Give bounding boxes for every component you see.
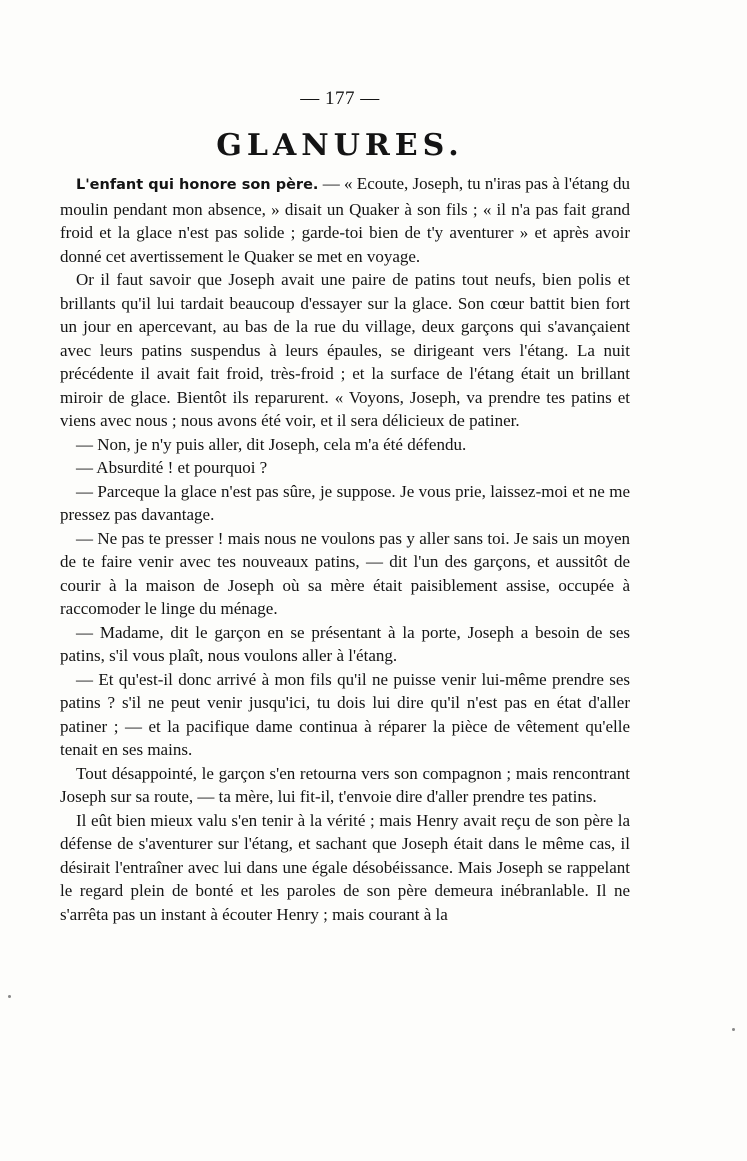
- body-text: [60, 172, 630, 926]
- paragraph-1: [60, 172, 630, 268]
- page-number: — 177 —: [300, 88, 380, 109]
- story-title: L'enfant qui honore son père.: [76, 177, 319, 193]
- paragraph-4: — Absurdité ! et pourquoi ?: [76, 458, 268, 477]
- paragraph-7: — Madame, dit le garçon en se présentant à la porte, Joseph a besoin de ses patins, s'il vous plaît, nous voulons aller à l'étang.: [60, 622, 630, 665]
- paragraph-3: — Non, je n'y puis aller, dit Joseph, cela m'a été défendu.: [76, 434, 467, 454]
- paragraph-5: — Parceque la glace n'est pas sûre, je suppose. Je vous prie, laissez-moi et ne me pressez pas davantage.: [60, 481, 630, 524]
- scan-speck: [8, 995, 11, 998]
- paragraph-1-text: — « Ecoute, Joseph, tu n'iras pas à l'étang du moulin pendant mon absence, » disait un Quaker à son fils ; « il n'a pas fait grand froid et la glace n'est pas solide ; garde-toi bien de t'y aventurer » et après avoir donné cet avertissement le Quaker se met en voyage.: [60, 174, 630, 266]
- paragraph-9: Tout désappointé, le garçon s'en retourna vers son compagnon ; mais rencontrant Joseph sur sa route, — ta mère, lui fit-il, t'envoie dire d'aller prendre tes patins.: [60, 763, 630, 806]
- scan-speck: [732, 1028, 735, 1031]
- paragraph-6: — Ne pas te presser ! mais nous ne voulons pas y aller sans toi. Je sais un moyen de te faire venir avec tes nouveaux patins, — dit l'un des garçons, et aussitôt de courir à la maison de Joseph où sa mère était paisiblement assise, occupée à raccomoder le linge du ménage.: [60, 528, 630, 618]
- paragraph-2: Or il faut savoir que Joseph avait une paire de patins tout neufs, bien polis et brillants qu'il lui tardait beaucoup d'essayer sur la glace. Son cœur battit bien fort un jour en apercevant, au bas de la rue du village, deux garçons qui s'avançaient avec leurs patins suspendus à leurs épaules, se dirigeant vers l'étang. La nuit précédente il avait fait froid, très-froid ; et la surface de l'étang était un brillant miroir de glace. Bientôt ils reparurent. « Voyons, Joseph, va prendre tes patins et viens avec nous ; nous avons été voir, et il sera délicieux de patiner.: [60, 270, 630, 430]
- paragraph-10: Il eût bien mieux valu s'en tenir à la vérité ; mais Henry avait reçu de son père la défense de s'aventurer sur l'étang, et sachant que Joseph était dans le même cas, il désirait l'entraîner avec lui dans une égale désobéissance. Mais Joseph se rappelant le regard plein de bonté et les paroles de son père demeura inébranlable. Il ne s'arrêta pas un instant à écouter Henry ; mais courant à la: [60, 810, 630, 924]
- paragraph-8: — Et qu'est-il donc arrivé à mon fils qu'il ne puisse venir lui-même prendre ses patins ? s'il ne peut venir jusqu'ici, tu dois lui dire qu'il n'est pas en état d'aller patiner ; — et la pacifique dame continua à réparer la pièce de vêtement qu'elle tenait en ses mains.: [60, 669, 630, 759]
- section-title: GLANURES.: [216, 128, 464, 163]
